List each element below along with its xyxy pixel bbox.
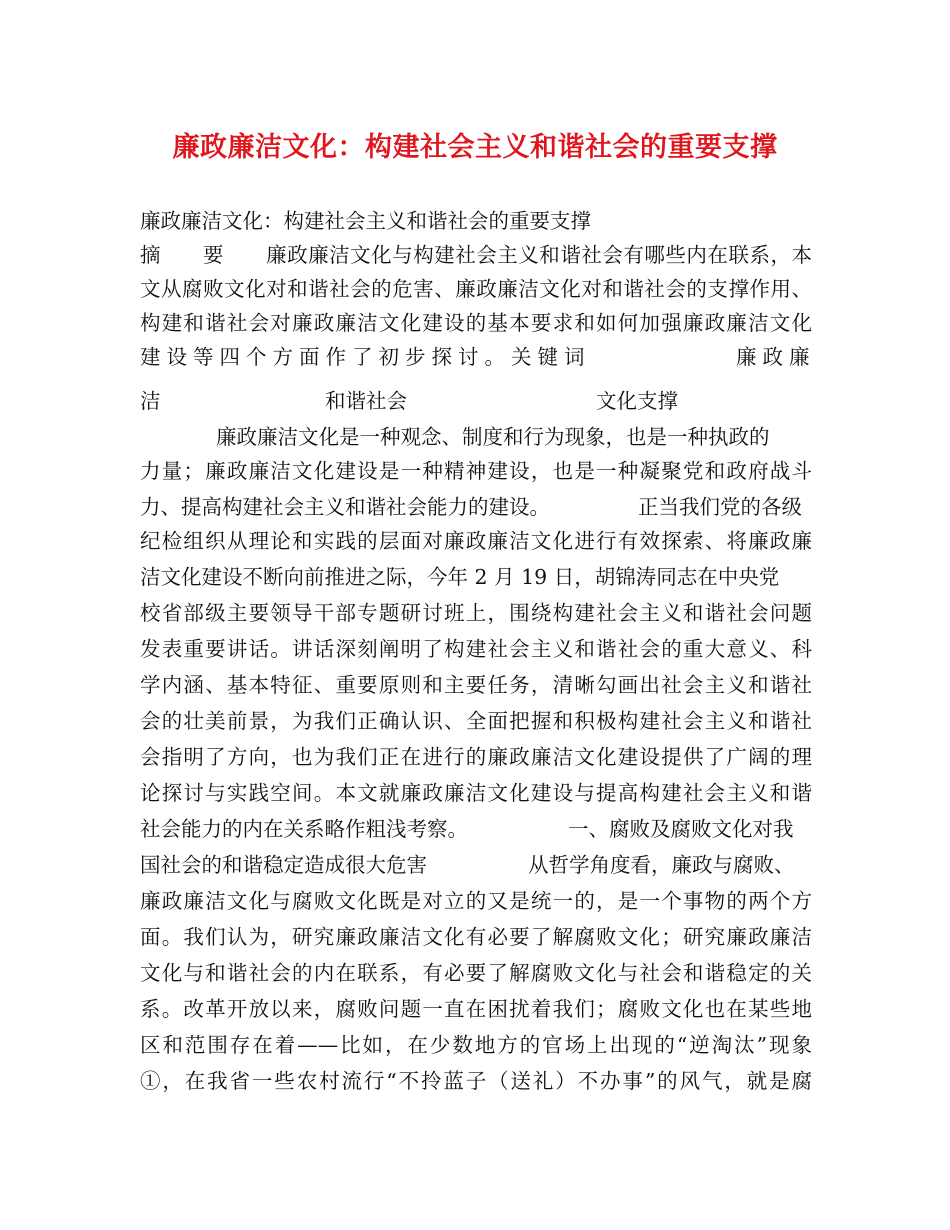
paragraph-1-line-3: 力、提高构建社会主义和谐社会能力的建设。: [140, 495, 550, 519]
paragraph-3-line-4: 文化与和谐社会的内在联系，有必要了解腐败文化与社会和谐稳定的关: [140, 961, 812, 985]
paragraph-3-line-2: 廉政廉洁文化与腐败文化既是对立的又是统一的，是一个事物的两个方: [140, 889, 812, 913]
paragraph-2-line-10: 社会能力的内在关系略作粗浅考察。: [140, 817, 468, 841]
abstract-line-4: 建设等四个方面作了初步探讨。关键词: [140, 345, 591, 369]
paragraph-1-line-1: 廉政廉洁文化是一种观念、制度和行为现象，也是一种执政的: [216, 425, 770, 449]
section-heading-part-b: 国社会的和谐稳定造成很大危害: [140, 853, 427, 877]
paragraph-2-line-3: 洁文化建设不断向前推进之际，今年 2 月 19 日，胡锦涛同志在中央党: [140, 565, 780, 589]
paragraph-2-line-5: 发表重要讲话。讲话深刻阐明了构建社会主义和谐社会的重大意义、科: [140, 637, 812, 661]
keyword-1-part-b: 洁: [140, 389, 161, 413]
paragraph-2-line-7: 会的壮美前景，为我们正确认识、全面把握和积极构建社会主义和谐社: [140, 709, 812, 733]
paragraph-2-line-8: 会指明了方向，也为我们正在进行的廉政廉洁文化建设提供了广阔的理: [140, 745, 812, 769]
paragraph-3-line-3: 面。我们认为，研究廉政廉洁文化有必要了解腐败文化；研究廉政廉洁: [140, 925, 812, 949]
abstract-line-2: 文从腐败文化对和谐社会的危害、廉政廉洁文化对和谐社会的支撑作用、: [140, 277, 812, 301]
abstract-line-3: 构建和谐社会对廉政廉洁文化建设的基本要求和如何加强廉政廉洁文化: [140, 311, 812, 335]
section-heading-part-a: 一、腐败及腐败文化对我: [568, 817, 794, 841]
keyword-3: 文化支撑: [596, 389, 678, 413]
keyword-1-part-a: 廉政廉: [736, 345, 816, 369]
keyword-2: 和谐社会: [325, 389, 407, 413]
paragraph-3-line-1: 从哲学角度看，廉政与腐败、: [528, 853, 795, 877]
abstract-line-1: 摘 要 廉政廉洁文化与构建社会主义和谐社会有哪些内在联系，本: [140, 243, 812, 267]
paragraph-3-line-5: 系。改革开放以来，腐败问题一直在困扰着我们；腐败文化也在某些地: [140, 997, 812, 1021]
paragraph-3-line-7: ①，在我省一些农村流行“不拎蓝子（送礼）不办事”的风气，就是腐: [140, 1069, 812, 1093]
paragraph-2-line-4: 校省部级主要领导干部专题研讨班上，围绕构建社会主义和谐社会问题: [140, 601, 812, 625]
paragraph-3-line-6: 区和范围存在着——比如，在少数地方的官场上出现的“逆淘汰”现象: [140, 1033, 812, 1057]
document-title: 廉政廉洁文化：构建社会主义和谐社会的重要支撑: [172, 132, 778, 163]
paragraph-2-line-2: 纪检组织从理论和实践的层面对廉政廉洁文化进行有效探索、将廉政廉: [140, 529, 812, 553]
paragraph-2-line-9: 论探讨与实践空间。本文就廉政廉洁文化建设与提高构建社会主义和谐: [140, 781, 812, 805]
paragraph-1-line-2: 力量；廉政廉洁文化建设是一种精神建设，也是一种凝聚党和政府战斗: [140, 459, 812, 483]
paragraph-2-line-1: 正当我们党的各级: [638, 495, 802, 519]
paragraph-2-line-6: 学内涵、基本特征、重要原则和主要任务，清晰勾画出社会主义和谐社: [140, 673, 812, 697]
subtitle-line: 廉政廉洁文化：构建社会主义和谐社会的重要支撑: [140, 209, 591, 233]
